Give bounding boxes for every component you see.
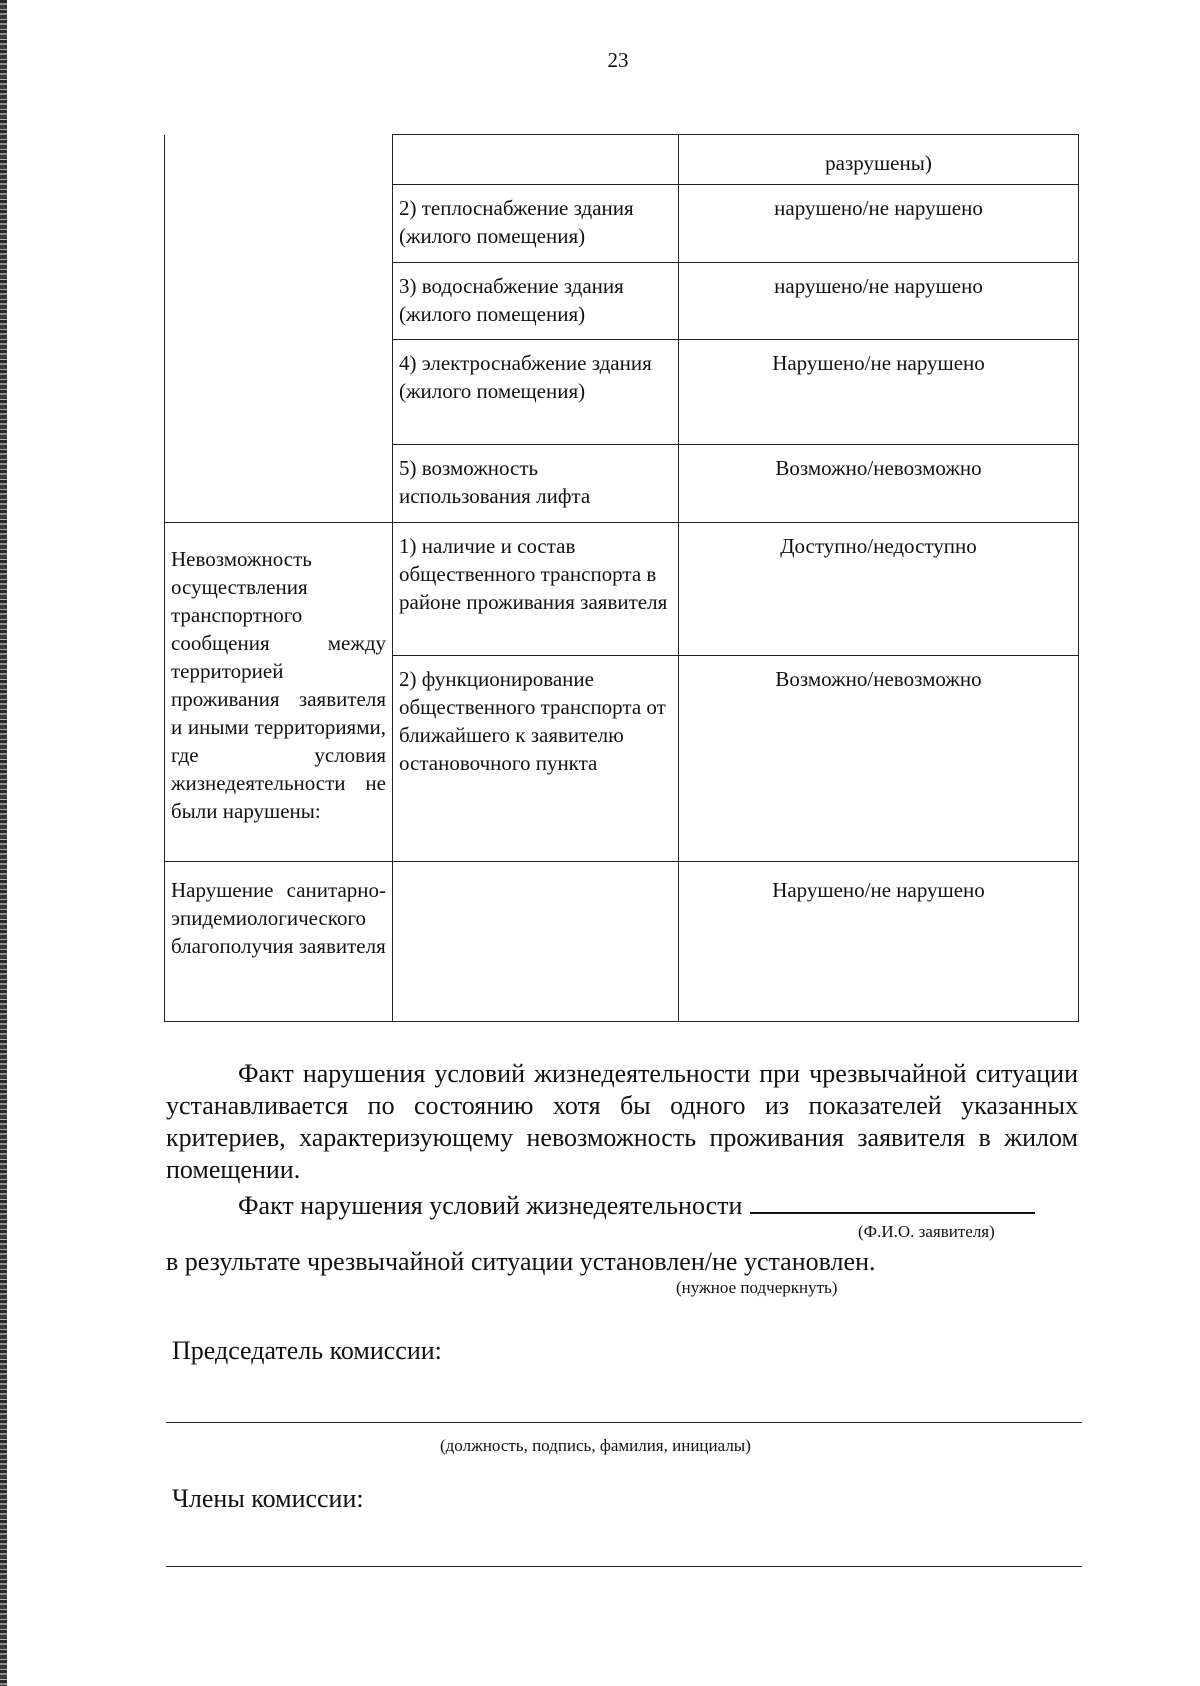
- paragraph-fact-statement: Факт нарушения условий жизнедеятельности при чрезвычайной ситуации устанавливается по состоянию хотя бы одного из показателей указанных критериев, характеризующему невозможность проживания заявителя в жилом помещении.: [166, 1059, 1078, 1184]
- table-cell-status: Возможно/невозможно: [679, 656, 1079, 862]
- hint-underline: (нужное подчеркнуть): [676, 1278, 838, 1297]
- chairman-signature-line: [166, 1422, 1082, 1423]
- table-cell-status: нарушено/не нарушено: [679, 263, 1079, 340]
- members-label: Члены комиссии:: [172, 1484, 364, 1513]
- table-cell-indicator: 2) теплоснабжение здания (жилого помещения): [393, 185, 679, 263]
- table-row: [165, 523, 1079, 656]
- table-cell-criterion: [165, 135, 393, 523]
- applicant-name-line: [750, 1190, 1035, 1214]
- members-signature-line: [166, 1566, 1082, 1567]
- table-cell-indicator: 2) функционирование общественного транспорта от ближайшего к заявителю остановочного пункта: [393, 656, 679, 862]
- paragraph-fact-applicant: [166, 1190, 1078, 1222]
- table-cell-status: разрушены): [679, 135, 1079, 185]
- table-cell-indicator: 4) электроснабжение здания (жилого помещения): [393, 340, 679, 445]
- chairman-label: Председатель комиссии:: [172, 1336, 442, 1365]
- table-cell-status: Возможно/невозможно: [679, 445, 1079, 523]
- hint-applicant-name: (Ф.И.О. заявителя): [858, 1222, 995, 1241]
- paragraph-result: в результате чрезвычайной ситуации установлен/не установлен.: [166, 1247, 876, 1276]
- table-cell-indicator: 5) возможность использования лифта: [393, 445, 679, 523]
- table-cell-status: Нарушено/не нарушено: [679, 340, 1079, 445]
- table-cell-indicator: 1) наличие и состав общественного транспорта в районе проживания заявителя: [393, 523, 679, 656]
- table-row: [165, 862, 1079, 1022]
- table-cell-status: нарушено/не нарушено: [679, 185, 1079, 263]
- criteria-table: [164, 134, 1079, 1022]
- table-cell-status: Нарушено/не нарушено: [679, 862, 1079, 1022]
- table-cell-indicator: [393, 135, 679, 185]
- paragraph-fact-applicant-text: Факт нарушения условий жизнедеятельности: [238, 1191, 743, 1220]
- table-cell-criterion: Невозможность осуществления транспортного сообщения между территорией проживания заявителя и иными территориями, где условия жизнедеятельности не были нарушены:: [165, 523, 393, 862]
- table-cell-criterion: Нарушение санитарно-эпидемиологического благополучия заявителя: [165, 862, 393, 1022]
- table-cell-indicator: 3) водоснабжение здания (жилого помещения): [393, 263, 679, 340]
- page-number: 23: [607, 48, 629, 72]
- table-row: [165, 135, 1079, 185]
- scan-edge: [0, 0, 7, 1686]
- table-cell-status: Доступно/недоступно: [679, 523, 1079, 656]
- signature-hint: (должность, подпись, фамилия, инициалы): [440, 1436, 751, 1455]
- table-cell-indicator: [393, 862, 679, 1022]
